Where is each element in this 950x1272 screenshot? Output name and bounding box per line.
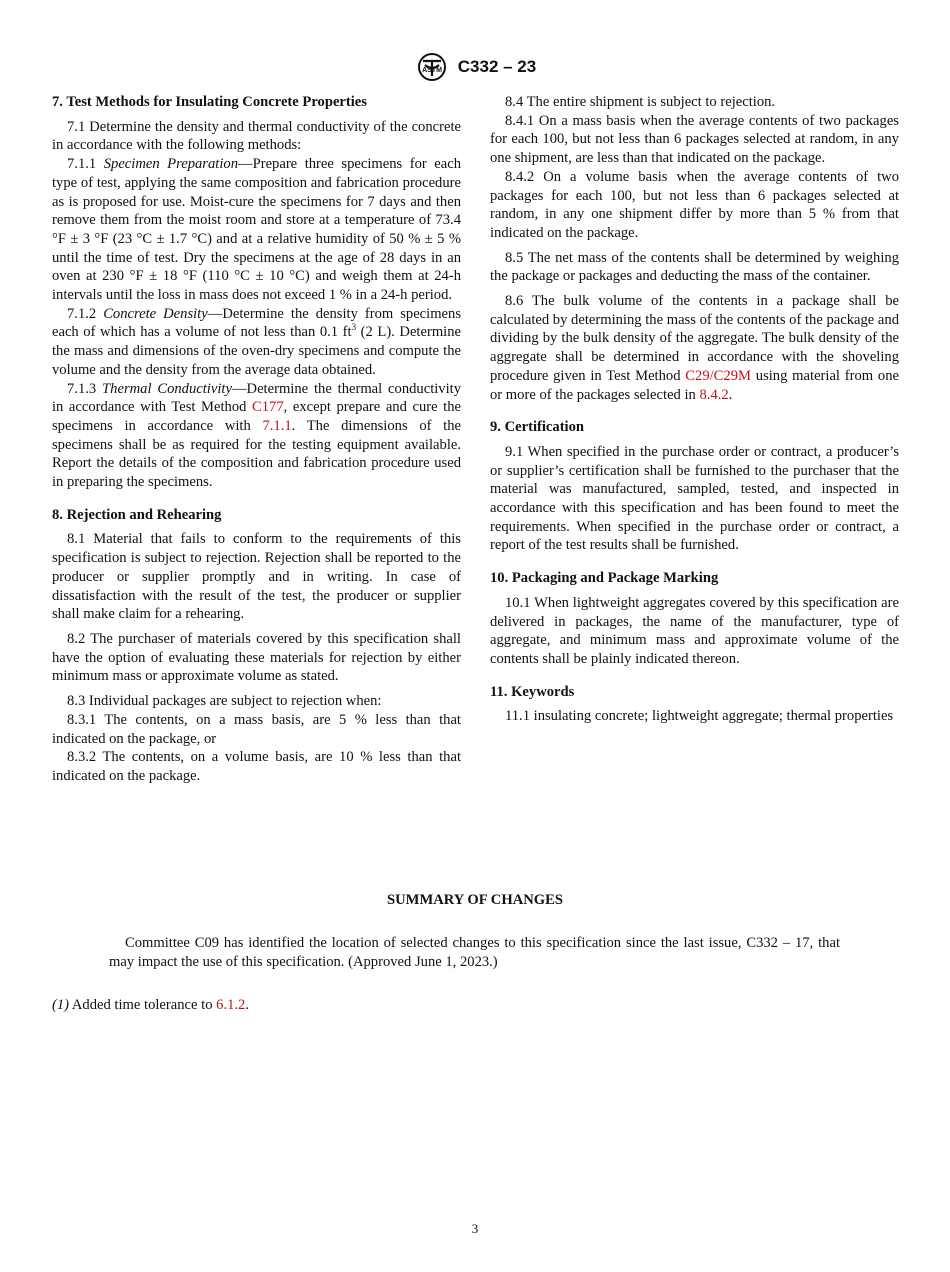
link-6-1-2[interactable]: 6.1.2 (216, 997, 246, 1013)
paragraph-7-1-1: 7.1.1 Specimen Preparation—Prepare three specimens for each type of test, applying the same composition and fabrication procedure as is proposed for use. Moist-cure the specimens for 7 days and then remove them from the moist room and store at a temperature of 73.4 °F ± 3 °F (23 °C ± 1.7 °C) and at a relative humidity of 50 % ± 5 % until the time of test. Dry the specimens at the age of 28 days in an oven at 230 °F ± 18 °F (110 °C ± 10 °C) and weigh them at 24-h intervals until the loss in mass does not exceed 1 % in a 24-h period. (52, 156, 461, 304)
paragraph-8-2: 8.2 The purchaser of materials covered by this specification shall have the option of evaluating these materials for rejection by either minimum mass or approximate volume as stated. (52, 630, 461, 685)
link-7-1-1[interactable]: 7.1.1 (262, 417, 292, 434)
paragraph-8-4: 8.4 The entire shipment is subject to rejection. (505, 94, 776, 110)
section-8-heading: 8. Rejection and Rehearing (52, 506, 222, 523)
paragraph-8-3-2: 8.3.2 The contents, on a volume basis, are 10 % less than that indicated on the package. (52, 749, 461, 784)
right-column (490, 93, 899, 726)
section-11-heading: 11. Keywords (490, 683, 575, 700)
paragraph-8-3: 8.3 Individual packages are subject to rejection when: (67, 693, 382, 710)
left-column (52, 93, 461, 786)
page-header (0, 52, 950, 82)
section-7-heading: 7. Test Methods for Insulating Concrete Properties (52, 94, 367, 110)
paragraph-9-1: 9.1 When specified in the purchase order or contract, a producer’s or supplier’s certification shall be furnished to the purchaser that the material was manufactured, sampled, tested, and inspected in accordance with this specification and has been found to meet the requirements. When specified in the purchase order or contract, a report of the test results shall be furnished. (490, 443, 899, 554)
page-number: 3 (471, 1221, 479, 1236)
section-10-heading: 10. Packaging and Package Marking (490, 570, 719, 587)
section-9-heading: 9. Certification (490, 419, 585, 436)
paragraph-8-6: 8.6 The bulk volume of the contents in a package shall be calculated by determining the mass of the contents of the package and dividing by the bulk density of the aggregate. The bulk density of the aggregate shall be determined in accordance with the shoveling procedure given in Test Method C29/C29M using material from one or more of the packages selected in 8.4.2. (490, 293, 899, 403)
paragraph-7-1-3: 7.1.3 Thermal Conductivity—Determine the thermal conductivity in accordance with Test Method C177, except prepare and cure the specimens in accordance with 7.1.1. The dimensions of the specimens shall be as required for the testing equipment available. Report the details of the composition and fabrication procedure used in preparing the specimens. (52, 380, 462, 491)
paragraph-8-4-2: 8.4.2 On a volume basis when the average contents of two packages for each 100, but not less than 6 packages selected at random, in any one shipment differ by more than 5 % from that indicated on the package. (490, 168, 899, 241)
paragraph-8-5: 8.5 The net mass of the contents shall be determined by weighing the package or packages and deducting the mass of the container. (490, 249, 899, 285)
astm-logo-icon (414, 52, 450, 82)
paragraph-7-1: 7.1 Determine the density and thermal conductivity of the concrete in accordance with the following methods: (52, 118, 461, 154)
change-item: (1) Added time tolerance to 6.1.2. (52, 997, 249, 1013)
link-8-4-2[interactable]: 8.4.2 (699, 386, 729, 403)
document-designation: C332 – 23 (457, 57, 537, 76)
paragraph-8-4-1: 8.4.1 On a mass basis when the average contents of two packages for each 100, but not less than 6 packages selected at random, in any one shipment, are less than that indicated on the package. (490, 112, 899, 167)
paragraph-7-1-2: 7.1.2 Concrete Density—Determine the density from specimens each of which has a volume of not less than 0.1 $ft^3$ (2 L). Determine the mass and dimensions of the oven-dry specimens and compute the volume and the density from the average data obtained. (52, 305, 462, 378)
summary-of-changes-text: Committee C09 has identified the location of selected changes to this specification since the last issue, C332 – 17, that may impact the use of this specification. (Approved June 1, 2023.) (109, 935, 840, 970)
link-c29-c29m[interactable]: C29/C29M (685, 367, 751, 384)
paragraph-10-1: 10.1 When lightweight aggregates covered by this specification are delivered in packages, the name of the manufacturer, type of aggregate, and minimum mass and approximate volume of the contents shall be plainly indicated thereon. (490, 594, 899, 667)
svg-text:ASTM: ASTM (421, 67, 442, 74)
paragraph-11-1: 11.1 insulating concrete; lightweight aggregate; thermal properties (505, 708, 894, 725)
paragraph-8-3-1: 8.3.1 The contents, on a mass basis, are 5 % less than that indicated on the package, or (52, 711, 461, 747)
link-c177[interactable]: C177 (252, 399, 284, 416)
summary-of-changes-title: SUMMARY OF CHANGES (387, 892, 563, 908)
paragraph-8-1: 8.1 Material that fails to conform to the requirements of this specification is subject to rejection. Rejection shall be reported to the producer or supplier promptly and in writing. In case of dissatisfaction with the result of the test, the producer or supplier shall make claim for a rehearing. (52, 531, 461, 623)
